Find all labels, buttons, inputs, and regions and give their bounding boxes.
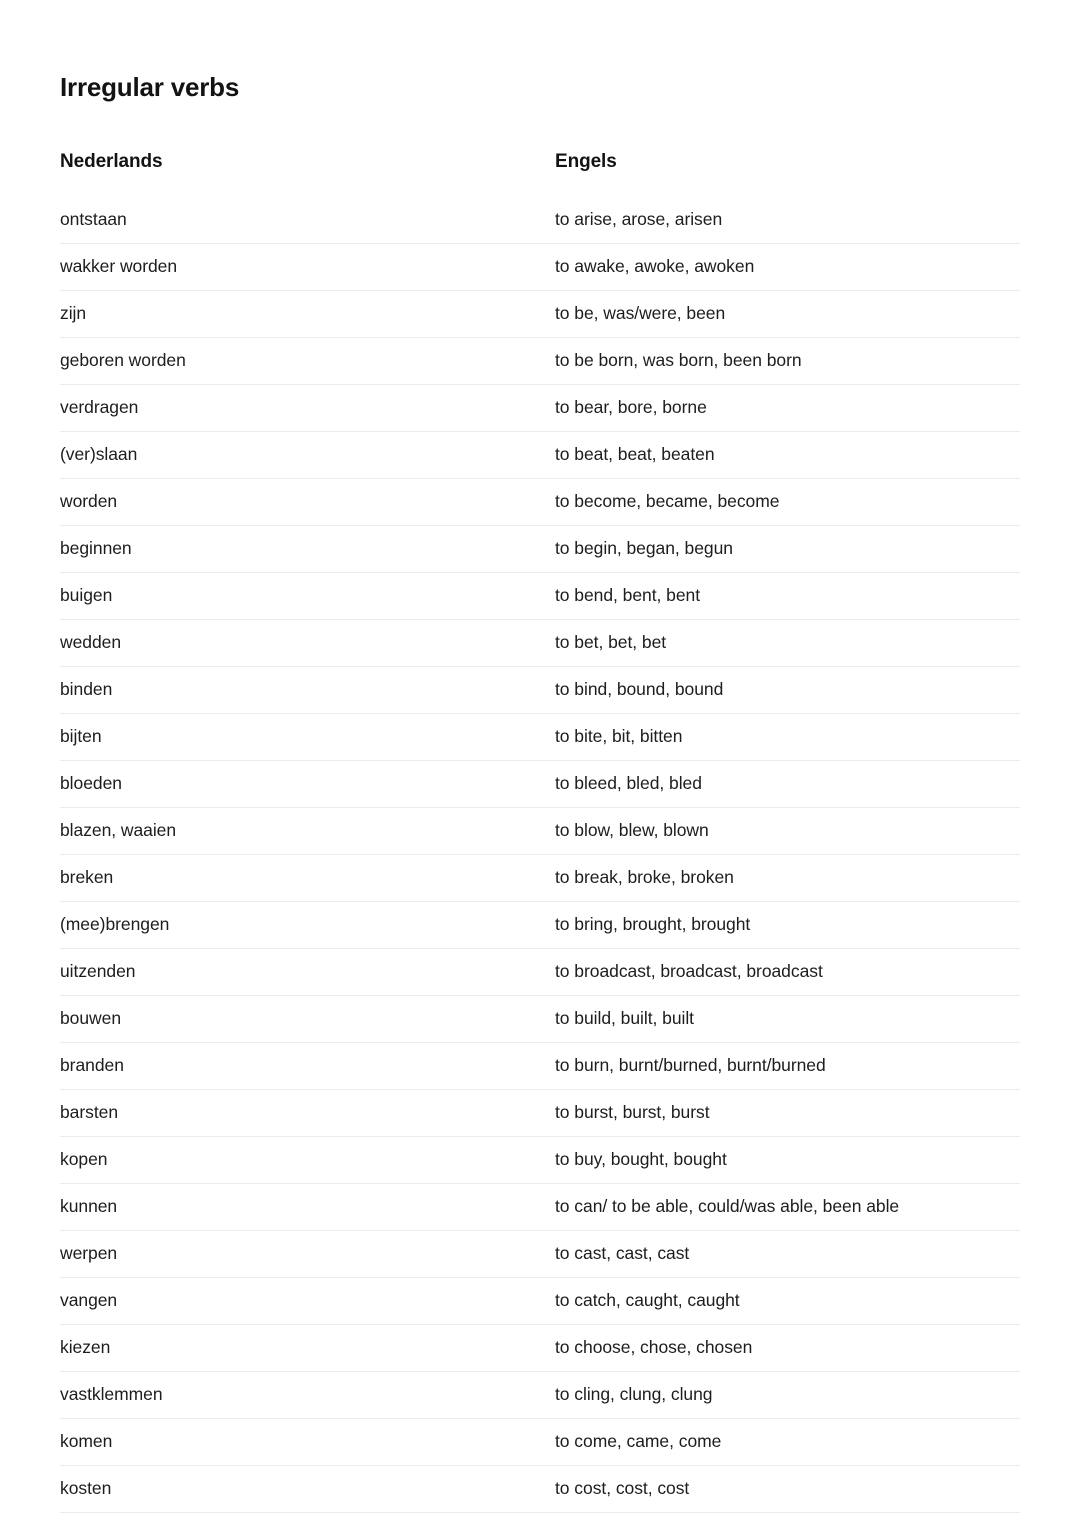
table-row bbox=[60, 855, 1020, 902]
column-header-english: Engels bbox=[555, 151, 617, 172]
cell-dutch: beginnen bbox=[60, 526, 555, 573]
table-row bbox=[60, 338, 1020, 385]
table-row bbox=[60, 761, 1020, 808]
cell-english: to be born, was born, been born bbox=[555, 338, 1020, 385]
cell-english: to can/ to be able, could/was able, been able bbox=[555, 1184, 1020, 1231]
table-row bbox=[60, 1231, 1020, 1278]
cell-english: to beat, beat, beaten bbox=[555, 432, 1020, 479]
cell-dutch: blazen, waaien bbox=[60, 808, 555, 855]
cell-english: to come, came, come bbox=[555, 1419, 1020, 1466]
cell-dutch: zijn bbox=[60, 291, 555, 338]
cell-english: to blow, blew, blown bbox=[555, 808, 1020, 855]
cell-dutch: binden bbox=[60, 667, 555, 714]
cell-english: to bleed, bled, bled bbox=[555, 761, 1020, 808]
table-row bbox=[60, 1137, 1020, 1184]
table-row bbox=[60, 526, 1020, 573]
cell-english: to cling, clung, clung bbox=[555, 1372, 1020, 1419]
cell-english: to cost, cost, cost bbox=[555, 1466, 1020, 1513]
cell-dutch: wakker worden bbox=[60, 244, 555, 291]
cell-english: to broadcast, broadcast, broadcast bbox=[555, 949, 1020, 996]
cell-english: to burst, burst, burst bbox=[555, 1090, 1020, 1137]
table-row bbox=[60, 432, 1020, 479]
table-row bbox=[60, 385, 1020, 432]
table-row bbox=[60, 244, 1020, 291]
cell-english: to cast, cast, cast bbox=[555, 1231, 1020, 1278]
table-row bbox=[60, 1325, 1020, 1372]
cell-english: to bring, brought, brought bbox=[555, 902, 1020, 949]
table-header-row bbox=[60, 151, 1020, 203]
cell-dutch: (ver)slaan bbox=[60, 432, 555, 479]
cell-dutch: breken bbox=[60, 855, 555, 902]
table-row bbox=[60, 1466, 1020, 1513]
cell-english: to bet, bet, bet bbox=[555, 620, 1020, 667]
table-row bbox=[60, 1184, 1020, 1231]
cell-dutch: verdragen bbox=[60, 385, 555, 432]
cell-dutch: (mee)brengen bbox=[60, 902, 555, 949]
column-header-dutch: Nederlands bbox=[60, 151, 163, 172]
table-row bbox=[60, 1419, 1020, 1466]
cell-english: to bite, bit, bitten bbox=[555, 714, 1020, 761]
cell-dutch: buigen bbox=[60, 573, 555, 620]
cell-dutch: werpen bbox=[60, 1231, 555, 1278]
table-row bbox=[60, 203, 1020, 244]
cell-dutch: branden bbox=[60, 1043, 555, 1090]
cell-dutch: vangen bbox=[60, 1278, 555, 1325]
table-row bbox=[60, 902, 1020, 949]
cell-english: to break, broke, broken bbox=[555, 855, 1020, 902]
cell-dutch: bouwen bbox=[60, 996, 555, 1043]
table-row bbox=[60, 620, 1020, 667]
cell-english: to catch, caught, caught bbox=[555, 1278, 1020, 1325]
cell-english: to become, became, become bbox=[555, 479, 1020, 526]
cell-dutch: vastklemmen bbox=[60, 1372, 555, 1419]
cell-english: to be, was/were, been bbox=[555, 291, 1020, 338]
cell-english: to buy, bought, bought bbox=[555, 1137, 1020, 1184]
cell-dutch: komen bbox=[60, 1419, 555, 1466]
cell-dutch: bijten bbox=[60, 714, 555, 761]
cell-dutch: kiezen bbox=[60, 1325, 555, 1372]
cell-dutch: kunnen bbox=[60, 1184, 555, 1231]
cell-dutch: wedden bbox=[60, 620, 555, 667]
table-row bbox=[60, 1372, 1020, 1419]
table-row bbox=[60, 1043, 1020, 1090]
cell-english: to bind, bound, bound bbox=[555, 667, 1020, 714]
table-row bbox=[60, 667, 1020, 714]
cell-english: to bend, bent, bent bbox=[555, 573, 1020, 620]
table-row bbox=[60, 479, 1020, 526]
table-row bbox=[60, 996, 1020, 1043]
cell-english: to begin, began, begun bbox=[555, 526, 1020, 573]
table-header bbox=[60, 151, 1020, 203]
table-body bbox=[60, 203, 1020, 1513]
cell-dutch: bloeden bbox=[60, 761, 555, 808]
cell-english: to arise, arose, arisen bbox=[555, 203, 1020, 244]
cell-english: to choose, chose, chosen bbox=[555, 1325, 1020, 1372]
table-row bbox=[60, 949, 1020, 996]
cell-dutch: barsten bbox=[60, 1090, 555, 1137]
table-row bbox=[60, 573, 1020, 620]
cell-english: to awake, awoke, awoken bbox=[555, 244, 1020, 291]
cell-dutch: ontstaan bbox=[60, 203, 555, 244]
cell-dutch: worden bbox=[60, 479, 555, 526]
page-title: Irregular verbs bbox=[60, 72, 240, 102]
table-row bbox=[60, 1278, 1020, 1325]
cell-english: to bear, bore, borne bbox=[555, 385, 1020, 432]
cell-english: to burn, burnt/burned, burnt/burned bbox=[555, 1043, 1020, 1090]
cell-english: to build, built, built bbox=[555, 996, 1020, 1043]
table-row bbox=[60, 714, 1020, 761]
cell-dutch: uitzenden bbox=[60, 949, 555, 996]
table-row bbox=[60, 808, 1020, 855]
table-row bbox=[60, 1090, 1020, 1137]
cell-dutch: kopen bbox=[60, 1137, 555, 1184]
table-row bbox=[60, 291, 1020, 338]
cell-dutch: geboren worden bbox=[60, 338, 555, 385]
irregular-verbs-table bbox=[60, 151, 1020, 1513]
cell-dutch: kosten bbox=[60, 1466, 555, 1513]
